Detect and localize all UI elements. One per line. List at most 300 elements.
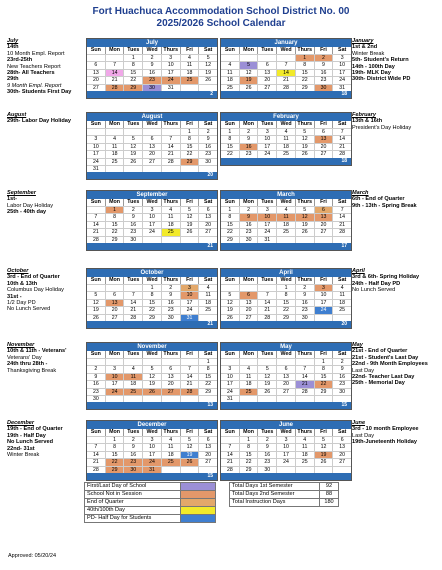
day-cell — [123, 284, 142, 291]
day-cell — [332, 314, 351, 321]
calendar-title: 2025/2026 School Calendar — [156, 18, 286, 29]
day-cell — [295, 466, 314, 473]
weekday-label: Mon — [239, 199, 258, 206]
weekday-label: Thurs — [161, 199, 180, 206]
day-cell: 1 — [105, 436, 124, 443]
day-cell: 28 — [276, 84, 295, 91]
day-cell: 19 — [180, 221, 199, 228]
day-cell — [198, 236, 217, 243]
weekday-label: Tues — [257, 47, 276, 54]
note-line: 13th & 16th — [352, 118, 383, 125]
day-cell: 17 — [142, 451, 161, 458]
day-cell: 14 — [123, 299, 142, 306]
day-cell: 11 — [239, 373, 258, 380]
day-cell — [142, 165, 161, 172]
day-cell: 5 — [257, 365, 276, 372]
notes-month-heading: February — [352, 112, 376, 118]
week-row — [87, 135, 217, 142]
day-cell: 16 — [257, 451, 276, 458]
month-name: February — [221, 113, 351, 121]
week-row — [221, 291, 351, 298]
week-row — [87, 84, 217, 91]
day-cell: 2 — [295, 284, 314, 291]
day-cell: 6 — [314, 128, 333, 135]
day-cell: 24 — [257, 150, 276, 157]
weekday-header-row — [221, 47, 351, 54]
weekday-label: Sun — [224, 351, 235, 357]
day-cell: 26 — [180, 228, 199, 235]
day-cell: 10 — [105, 373, 124, 380]
day-cell — [87, 358, 105, 365]
week-row — [221, 373, 351, 380]
day-cell: 24 — [142, 458, 161, 465]
legend-row — [84, 491, 216, 499]
day-cell: 29 — [105, 466, 124, 473]
weekday-label: Thurs — [161, 351, 180, 358]
week-row — [87, 228, 217, 235]
notes-month-heading: May — [352, 342, 363, 348]
weekday-label: Fri — [314, 277, 333, 284]
day-cell: 7 — [123, 291, 142, 298]
day-cell: 28 — [87, 236, 105, 243]
day-cell: 21 — [221, 458, 239, 465]
day-cell: 25 — [276, 228, 295, 235]
day-cell: 13 — [161, 373, 180, 380]
day-cell — [180, 165, 199, 172]
day-cell: 20 — [332, 451, 351, 458]
day-cell: 1 — [276, 284, 295, 291]
day-cell: 29 — [198, 388, 217, 395]
day-cell — [257, 284, 276, 291]
day-cell: 21 — [295, 380, 314, 387]
day-cell — [295, 236, 314, 243]
weekday-label: Sat — [198, 429, 217, 436]
day-cell: 9 — [314, 61, 333, 68]
day-cell: 7 — [221, 443, 239, 450]
note-line: 1/2 Day PD — [7, 300, 36, 307]
totals-row — [229, 491, 339, 499]
day-cell: 20 — [198, 451, 217, 458]
weekday-header-row — [87, 121, 217, 128]
day-cell: 12 — [239, 69, 258, 76]
day-cell: 17 — [180, 299, 199, 306]
weekday-header-row — [87, 351, 217, 358]
week-row — [221, 150, 351, 157]
week-row — [221, 221, 351, 228]
weekday-header-row — [87, 199, 217, 206]
day-cell: 4 — [276, 206, 295, 213]
week-row — [87, 291, 217, 298]
day-cell: 16 — [332, 373, 351, 380]
week-row — [87, 206, 217, 213]
day-cell: 17 — [161, 69, 180, 76]
weekday-label: Thurs — [161, 47, 180, 54]
day-cell: 20 — [161, 380, 180, 387]
day-cell: 26 — [257, 388, 276, 395]
day-cell — [105, 395, 124, 402]
note-line: 30th- District Wide PD — [352, 76, 411, 83]
week-row — [221, 284, 351, 291]
day-cell: 4 — [105, 135, 124, 142]
week-row — [221, 451, 351, 458]
totals-table — [229, 482, 339, 507]
day-cell: 23 — [239, 150, 258, 157]
totals-row — [229, 499, 339, 507]
day-cell: 3 — [257, 128, 276, 135]
day-cell: 21 — [332, 221, 351, 228]
week-row — [221, 395, 351, 402]
day-cell: 20 — [314, 221, 333, 228]
note-line: 28th- All Teachers — [7, 70, 55, 77]
weekday-label: Mon — [239, 47, 258, 54]
day-cell: 23 — [123, 228, 142, 235]
day-cell: 11 — [276, 135, 295, 142]
day-cell: 30 — [123, 466, 142, 473]
day-cell: 24 — [221, 388, 239, 395]
day-cell: 28 — [332, 150, 351, 157]
day-cell: 3 — [161, 54, 180, 61]
day-cell: 4 — [180, 54, 199, 61]
legend-swatch — [180, 491, 215, 498]
notes-month-heading: October — [7, 268, 29, 274]
day-cell: 6 — [198, 206, 217, 213]
district-title: Fort Huachuca Accommodation School District No. 00 — [92, 6, 350, 17]
day-cell: 18 — [239, 380, 258, 387]
week-row — [87, 365, 217, 372]
day-cell: 17 — [142, 221, 161, 228]
day-cell: 3 — [314, 284, 333, 291]
month-name: December — [87, 421, 217, 429]
notes-month-heading: June — [352, 420, 366, 426]
day-cell: 3 — [221, 365, 239, 372]
day-cell: 15 — [221, 221, 239, 228]
totals-label: Total Days 2nd Semester — [232, 491, 295, 497]
day-cell: 5 — [142, 365, 161, 372]
week-row — [87, 306, 217, 313]
day-cell: 14 — [257, 299, 276, 306]
day-cell: 9 — [142, 61, 161, 68]
weekday-label: Tues — [257, 429, 276, 436]
day-cell: 19 — [180, 451, 199, 458]
left-notes-block — [7, 112, 87, 125]
notes-month-heading: December — [7, 420, 35, 426]
day-cell — [276, 466, 295, 473]
day-cell: 21 — [332, 143, 351, 150]
weekday-label: Sat — [332, 277, 351, 284]
day-cell — [142, 128, 161, 135]
day-cell: 9 — [123, 213, 142, 220]
weekday-label: Sun — [224, 277, 235, 283]
weekday-label: Fri — [314, 121, 333, 128]
day-cell: 6 — [87, 61, 105, 68]
day-cell: 17 — [257, 221, 276, 228]
day-cell: 4 — [239, 365, 258, 372]
week-row — [87, 299, 217, 306]
weekday-header-row — [87, 429, 217, 436]
day-cell — [142, 236, 161, 243]
day-cell: 27 — [257, 84, 276, 91]
week-row — [87, 358, 217, 365]
day-cell — [332, 466, 351, 473]
day-cell: 3 — [257, 206, 276, 213]
week-row — [87, 380, 217, 387]
day-cell: 26 — [295, 150, 314, 157]
day-cell — [276, 395, 295, 402]
day-cell: 30 — [257, 466, 276, 473]
day-cell: 31 — [180, 314, 199, 321]
day-cell: 25 — [105, 158, 124, 165]
day-cell: 4 — [161, 206, 180, 213]
day-cell: 28 — [161, 158, 180, 165]
week-row — [221, 380, 351, 387]
week-row — [87, 236, 217, 243]
day-cell: 14 — [180, 373, 199, 380]
day-cell: 12 — [198, 61, 217, 68]
legend-row — [84, 515, 216, 523]
day-cell — [123, 395, 142, 402]
totals-value: 88 — [319, 491, 338, 498]
month-calendar-june — [220, 420, 352, 481]
day-cell: 17 — [221, 380, 239, 387]
week-row — [221, 436, 351, 443]
month-calendar-may — [220, 342, 352, 410]
day-cell: 7 — [87, 213, 105, 220]
day-cell — [332, 395, 351, 402]
day-cell: 25 — [332, 306, 351, 313]
day-cell: 14 — [161, 143, 180, 150]
month-name: May — [221, 343, 351, 351]
day-cell: 8 — [105, 443, 124, 450]
day-cell: 25 — [161, 458, 180, 465]
day-cell — [221, 358, 239, 365]
weekday-label: Mon — [239, 429, 258, 436]
week-row — [87, 54, 217, 61]
day-cell: 22 — [295, 76, 314, 83]
weekday-label: Sun — [90, 351, 101, 357]
weekday-label: Wed — [142, 277, 161, 284]
day-cell: 14 — [276, 69, 295, 76]
day-cell: 28 — [105, 84, 124, 91]
day-cell: 16 — [123, 221, 142, 228]
day-cell — [161, 358, 180, 365]
day-cell: 16 — [314, 69, 333, 76]
week-row — [87, 373, 217, 380]
note-line: No Lunch Served — [7, 439, 54, 446]
weekday-label: Thurs — [295, 199, 314, 206]
day-cell: 14 — [221, 451, 239, 458]
totals-value: 92 — [319, 483, 338, 490]
day-cell: 2 — [239, 128, 258, 135]
day-cell: 9 — [198, 135, 217, 142]
legend — [84, 482, 216, 523]
weekday-label: Fri — [180, 199, 199, 206]
approved-date: Approved: 05/20/24 — [8, 553, 57, 559]
day-cell: 19 — [87, 306, 105, 313]
week-row — [221, 306, 351, 313]
weekday-label: Thurs — [295, 351, 314, 358]
week-row — [221, 135, 351, 142]
weekday-label: Fri — [180, 121, 199, 128]
notes-month-heading: March — [352, 190, 369, 196]
weekday-label: Fri — [314, 47, 333, 54]
notes-month-heading: August — [7, 112, 27, 118]
weekday-label: Wed — [276, 47, 295, 54]
day-cell — [198, 84, 217, 91]
day-cell: 16 — [87, 380, 105, 387]
day-cell: 27 — [161, 388, 180, 395]
day-cell: 12 — [314, 443, 333, 450]
day-cell — [87, 206, 105, 213]
day-cell: 7 — [161, 135, 180, 142]
left-notes-block — [7, 190, 87, 216]
day-cell: 5 — [239, 61, 258, 68]
weekday-header-row — [87, 277, 217, 284]
day-cell: 12 — [221, 299, 239, 306]
legend-label: School Not in Session — [87, 491, 142, 497]
day-cell — [123, 128, 142, 135]
day-cell: 20 — [314, 143, 333, 150]
totals-label: Total Instruction Days — [232, 499, 286, 505]
note-line: 6th - End of Quarter — [352, 196, 405, 203]
day-cell: 1 — [180, 128, 199, 135]
day-cell — [161, 236, 180, 243]
day-cell: 11 — [276, 213, 295, 220]
week-row — [221, 388, 351, 395]
day-cell: 27 — [332, 458, 351, 465]
week-row — [87, 128, 217, 135]
day-cell: 5 — [295, 206, 314, 213]
day-cell: 27 — [198, 458, 217, 465]
day-cell: 15 — [180, 143, 199, 150]
weekday-label: Mon — [105, 199, 124, 206]
right-notes-block — [352, 190, 440, 209]
day-cell: 3 — [180, 284, 199, 291]
day-cell: 1 — [239, 436, 258, 443]
weekday-header-row — [221, 121, 351, 128]
weekday-label: Sun — [90, 429, 101, 435]
weekday-label: Mon — [239, 277, 258, 284]
day-cell: 9 — [257, 443, 276, 450]
note-line: 22nd- Teacher Last Day — [352, 374, 415, 381]
week-row — [87, 458, 217, 465]
day-cell: 11 — [180, 61, 199, 68]
day-cell: 26 — [221, 314, 239, 321]
day-cell: 10 — [161, 61, 180, 68]
day-cell: 25 — [161, 228, 180, 235]
day-cell: 6 — [161, 365, 180, 372]
day-cell: 13 — [314, 213, 333, 220]
day-cell: 15 — [123, 69, 142, 76]
weekday-label: Wed — [276, 277, 295, 284]
day-cell: 20 — [87, 76, 105, 83]
left-notes-block — [7, 268, 87, 313]
day-cell: 12 — [180, 213, 199, 220]
week-row — [87, 150, 217, 157]
day-cell: 18 — [105, 150, 124, 157]
day-cell: 11 — [105, 143, 124, 150]
day-cell: 13 — [198, 213, 217, 220]
day-cell: 2 — [314, 54, 333, 61]
day-cell: 5 — [87, 291, 105, 298]
week-row — [87, 158, 217, 165]
day-cell: 19 — [295, 143, 314, 150]
day-cell — [105, 165, 124, 172]
day-cell: 22 — [123, 76, 142, 83]
legend-label: First/Last Day of School — [87, 483, 147, 489]
weekday-label: Fri — [314, 199, 333, 206]
weekday-label: Thurs — [295, 429, 314, 436]
day-cell: 3 — [332, 54, 351, 61]
day-cell — [276, 236, 295, 243]
day-cell: 14 — [105, 69, 124, 76]
day-cell: 17 — [314, 299, 333, 306]
week-row — [221, 213, 351, 220]
day-cell: 10 — [87, 143, 105, 150]
week-row — [87, 61, 217, 68]
weekday-label: Sun — [90, 277, 101, 283]
month-name: April — [221, 269, 351, 277]
note-line: Veterans' Day — [7, 354, 42, 361]
day-cell — [161, 165, 180, 172]
weekday-label: Sun — [224, 47, 235, 53]
day-cell: 30 — [87, 395, 105, 402]
day-cell: 10 — [142, 443, 161, 450]
day-cell: 29 — [295, 84, 314, 91]
day-cell: 19 — [123, 150, 142, 157]
day-cell: 7 — [87, 443, 105, 450]
note-line: 19th - End of Quarter — [7, 426, 63, 433]
week-row — [221, 76, 351, 83]
note-line: 14th - 100th Day — [352, 63, 395, 70]
note-line: Last Day — [352, 432, 375, 439]
day-cell: 5 — [221, 291, 239, 298]
day-cell: 9 — [239, 135, 258, 142]
note-line: 25th - Memorial Day — [352, 380, 405, 387]
day-cell — [161, 395, 180, 402]
day-cell: 12 — [295, 213, 314, 220]
day-cell: 10 — [257, 213, 276, 220]
day-cell: 17 — [87, 150, 105, 157]
day-cell: 18 — [332, 299, 351, 306]
weekday-label: Fri — [180, 351, 199, 358]
note-line: 1st & 2nd — [352, 44, 378, 51]
day-cell: 24 — [87, 158, 105, 165]
note-line: 22nd- 31st — [7, 445, 35, 452]
day-cell: 25 — [239, 388, 258, 395]
note-line: 29th- Labor Day Holiday — [7, 118, 72, 125]
month-name: November — [87, 343, 217, 351]
day-cell — [161, 128, 180, 135]
day-cell: 30 — [142, 84, 161, 91]
weekday-label: Sat — [332, 199, 351, 206]
day-cell: 15 — [105, 221, 124, 228]
right-notes-block — [352, 420, 440, 446]
month-calendar-october — [86, 268, 218, 329]
day-cell: 21 — [105, 76, 124, 83]
day-cell: 22 — [221, 228, 239, 235]
month-day-count: 21 — [87, 321, 217, 328]
day-cell — [123, 358, 142, 365]
week-row — [87, 443, 217, 450]
day-cell — [332, 236, 351, 243]
notes-month-heading: January — [352, 38, 374, 44]
month-calendar-march — [220, 190, 352, 251]
day-cell: 20 — [239, 306, 258, 313]
month-calendar-february — [220, 112, 352, 166]
day-cell: 15 — [295, 69, 314, 76]
day-cell: 14 — [87, 221, 105, 228]
day-cell: 27 — [239, 314, 258, 321]
